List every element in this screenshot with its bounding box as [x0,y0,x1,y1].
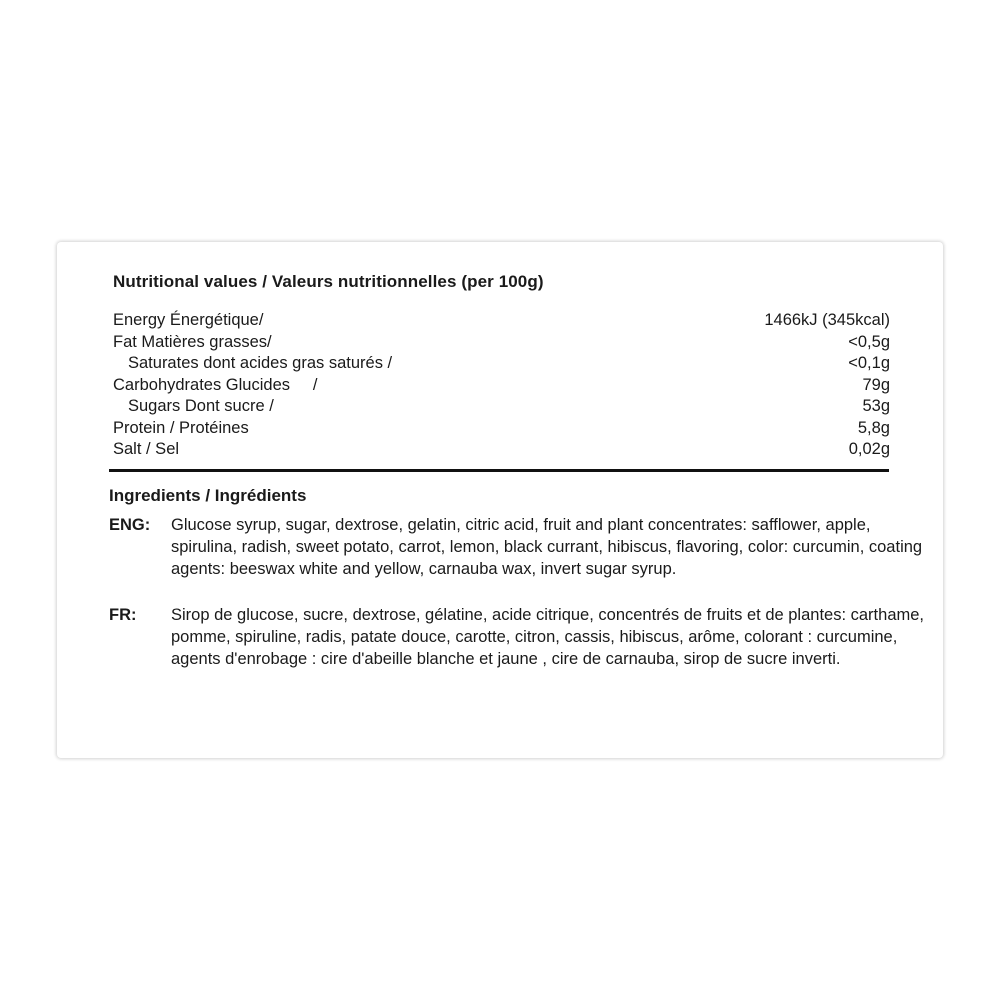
nutrition-row-saturates [113,353,890,375]
nutrition-row-sugars [113,396,890,418]
nutrient-value: 1466kJ (345kcal) [764,311,890,329]
nutrition-row-salt [113,439,890,461]
nutrient-name: Sugars Dont sucre / [128,397,274,415]
language-code: ENG: [109,516,151,534]
language-code: FR: [109,606,137,624]
nutrient-name: Carbohydrates Glucides / [113,375,318,394]
nutrient-value: <0,1g [848,354,890,372]
nutrient-name: Fat Matières grasses/ [113,332,272,351]
nutrient-value: 5,8g [857,418,890,437]
nutrition-row-energy [113,310,890,332]
nutrition-title: Nutritional values / Valeurs nutritionnelles (per 100g) [113,272,544,291]
nutrient-value: 79g [862,375,890,394]
ingredients-title: Ingredients / Ingrédients [109,486,307,505]
section-divider [109,469,889,472]
ingredients-text: Glucose syrup, sugar, dextrose, gelatin, citric acid, fruit and plant concentrates: safflower, apple, spirulina, radish, sweet potato, carrot, lemon, black currant, hibiscus, flavoring, color: curcumin, coating agents: beeswax white and yellow, carnauba wax, invert sugar syrup. [171,516,923,578]
nutrient-name: Energy Énergétique/ [113,311,264,329]
nutrient-name: Protein / Protéines [113,418,249,437]
nutrition-label-card [57,242,943,758]
nutrition-row-carbohydrates [113,375,890,397]
nutrient-name: Saturates dont acides gras saturés / [128,354,393,372]
nutrient-value: 53g [862,397,890,415]
nutrient-value: <0,5g [848,332,890,351]
ingredients-text: Sirop de glucose, sucre, dextrose, gélatine, acide citrique, concentrés de fruits et de plantes: carthame, pomme, spiruline, radis, patate douce, carotte, citron, cassis, hibiscus, arôme, colorant : curcumine, agents d'enrobage : cire d'abeille blanche et jaune , cire de carnauba, sirop de sucre inverti. [171,606,924,668]
nutrition-row-protein [113,418,890,440]
nutrition-table [113,310,890,461]
nutrient-name: Salt / Sel [113,440,180,458]
nutrition-row-fat [113,332,890,354]
nutrient-value: 0,02g [848,440,890,458]
